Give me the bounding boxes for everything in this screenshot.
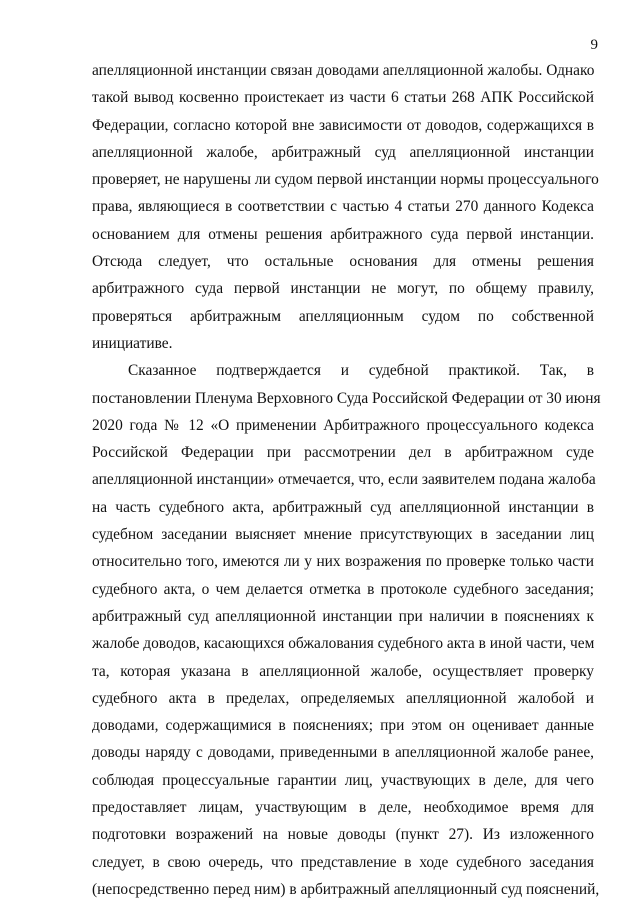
text-line: подготовки возражений на новые доводы (пункт 27). Из изложенного <box>92 826 594 844</box>
text-line: такой вывод косвенно проистекает из части 6 статьи 268 АПК Российской <box>92 89 594 107</box>
text-line: судебного акта, о чем делается отметка в протоколе судебного заседания; <box>92 580 594 598</box>
text-line: (непосредственно перед ним) в арбитражный апелляционный суд пояснений, <box>92 880 600 898</box>
text-line: та, которая указана в апелляционной жалобе, осуществляет проверку <box>92 662 594 680</box>
text-line: Отсюда следует, что остальные основания для отмены решения <box>92 253 594 271</box>
text-line: апелляционной инстанции связан доводами апелляционной жалобы. Однако <box>92 62 595 79</box>
text-line: следует, в свою очередь, что представление в ходе судебного заседания <box>92 853 594 871</box>
text-line: на часть судебного акта, арбитражный суд апелляционной инстанции в <box>92 498 594 516</box>
text-line: апелляционной инстанции» отмечается, что, если заявителем подана жалоба <box>92 471 596 489</box>
text-line: арбитражный суд апелляционной инстанции при наличии в пояснениях к <box>92 607 594 625</box>
text-line: Сказанное подтверждается и судебной практикой. Так, в <box>128 362 594 380</box>
text-line: соблюдая процессуальные гарантии лиц, участвующих в деле, для чего <box>92 771 594 789</box>
text-line: инициативе. <box>92 334 173 352</box>
text-line: проверяться арбитражным апелляционным судом по собственной <box>92 307 594 325</box>
text-line: доводами, содержащимися в пояснениях; при этом он оценивает данные <box>92 717 594 735</box>
text-line: относительно того, имеются ли у них возражения по проверке только части <box>92 553 594 571</box>
text-line: доводы наряду с доводами, приведенными в апелляционной жалобе ранее, <box>92 744 594 762</box>
text-line: права, являющиеся в соответствии с частью 4 статьи 270 данного Кодекса <box>92 198 594 216</box>
text-line: жалобе доводов, касающихся обжалования судебного акта в иной части, чем <box>92 635 595 653</box>
text-line: арбитражного суда первой инстанции не могут, по общему правилу, <box>92 280 594 298</box>
page-number: 9 <box>590 37 598 53</box>
paragraph-2 <box>92 357 601 903</box>
text-line: Федерации, согласно которой вне зависимости от доводов, содержащихся в <box>92 116 594 134</box>
text-line: апелляционной жалобе, арбитражный суд апелляционной инстанции <box>92 143 594 161</box>
document-body <box>92 57 601 903</box>
text-line: постановлении Пленума Верховного Суда Российской Федерации от 30 июня <box>92 389 601 407</box>
text-line: основанием для отмены решения арбитражного суда первой инстанции. <box>92 225 594 243</box>
text-line: проверяет, не нарушены ли судом первой инстанции нормы процессуального <box>92 171 599 189</box>
text-line: 2020 года № 12 «О применении Арбитражного процессуального кодекса <box>92 416 594 434</box>
text-line: Российской Федерации при рассмотрении дел в арбитражном суде <box>92 444 594 462</box>
paragraph-1 <box>92 57 599 357</box>
text-line: судебном заседании выясняет мнение присутствующих в заседании лиц <box>92 526 594 544</box>
text-line: предоставляет лицам, участвующим в деле, необходимое время для <box>92 799 594 817</box>
text-line: судебного акта в пределах, определяемых апелляционной жалобой и <box>92 689 594 707</box>
